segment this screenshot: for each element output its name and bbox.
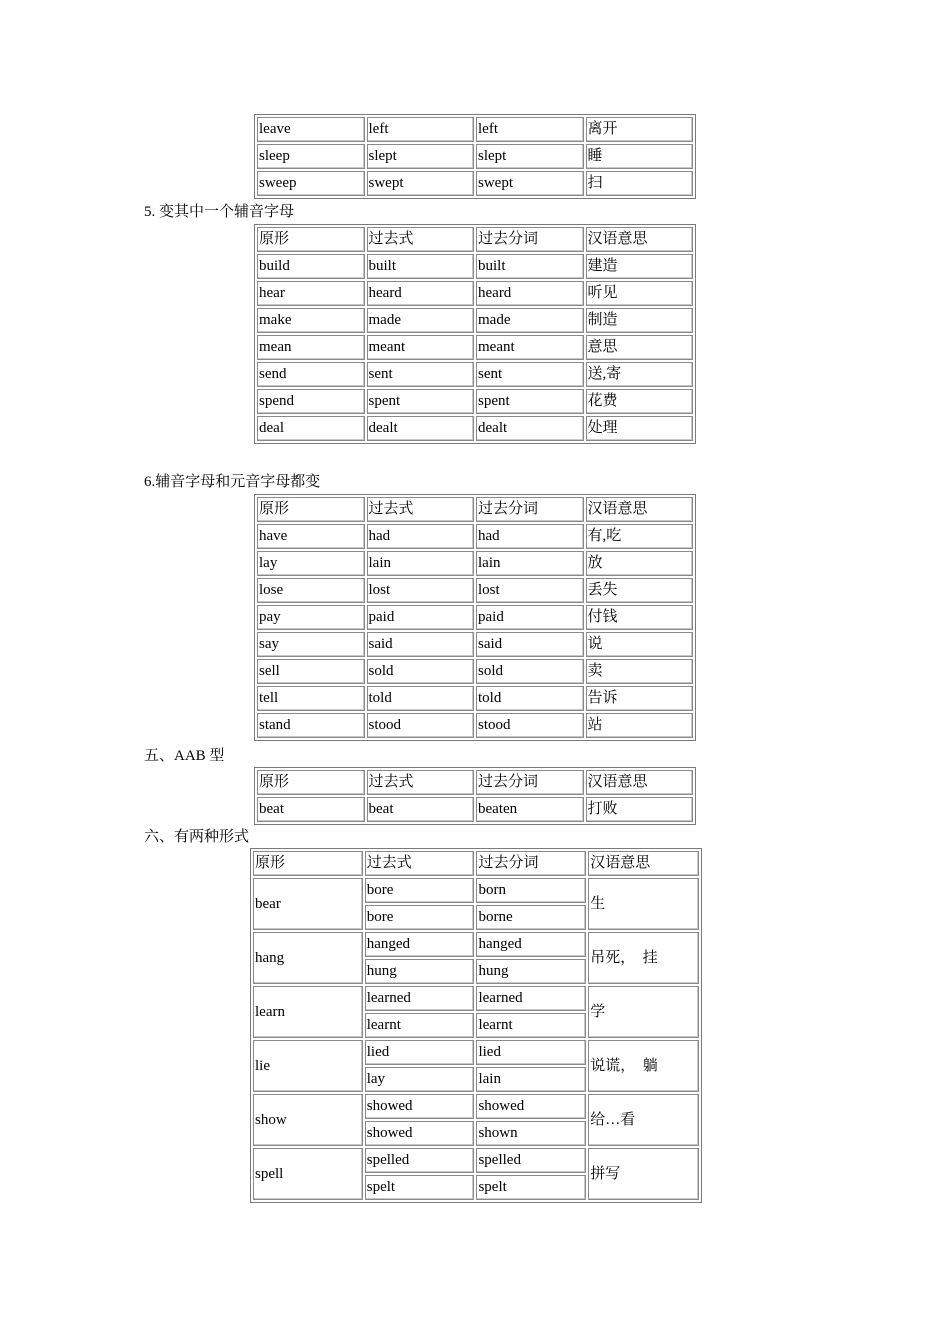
cell-base-form: lay <box>257 551 365 576</box>
header-past-tense: 过去式 <box>367 770 475 795</box>
table-row <box>253 1148 699 1173</box>
table-row <box>257 254 693 279</box>
cell-base-form: learn <box>253 986 363 1038</box>
table-row <box>257 797 693 822</box>
header-base-form: 原形 <box>257 770 365 795</box>
cell-past-tense: lied <box>365 1040 475 1065</box>
header-row <box>257 770 693 795</box>
cell-past-tense: meant <box>367 335 475 360</box>
cell-meaning: 生 <box>588 878 699 930</box>
table-row <box>257 281 693 306</box>
cell-base-form: hear <box>257 281 365 306</box>
cell-past-tense: built <box>367 254 475 279</box>
cell-base-form: sweep <box>257 171 365 196</box>
cell-base-form: make <box>257 308 365 333</box>
cell-past-tense: learned <box>365 986 475 1011</box>
cell-past-tense: stood <box>367 713 475 738</box>
cell-meaning: 花费 <box>586 389 694 414</box>
cell-meaning: 建造 <box>586 254 694 279</box>
cell-past-participle: lain <box>476 1067 586 1092</box>
cell-meaning: 告诉 <box>586 686 694 711</box>
table-row <box>257 171 693 196</box>
table-row <box>253 986 699 1011</box>
cell-meaning: 站 <box>586 713 694 738</box>
cell-past-tense: had <box>367 524 475 549</box>
two-forms-heading: 六、有两种形式 <box>144 829 250 845</box>
cell-meaning: 卖 <box>586 659 694 684</box>
cell-meaning: 说谎， 躺 <box>588 1040 699 1092</box>
header-row <box>257 497 693 522</box>
cell-meaning: 给…看 <box>588 1094 699 1146</box>
cell-past-tense: heard <box>367 281 475 306</box>
table-row <box>257 551 693 576</box>
cell-base-form: show <box>253 1094 363 1146</box>
cell-meaning: 离开 <box>586 117 694 142</box>
cell-base-form: build <box>257 254 365 279</box>
cell-past-participle: spelled <box>476 1148 586 1173</box>
verb-table-continued <box>254 114 696 199</box>
cell-past-participle: lain <box>476 551 584 576</box>
cell-past-tense: dealt <box>367 416 475 441</box>
header-base-form: 原形 <box>257 227 365 252</box>
cell-base-form: mean <box>257 335 365 360</box>
cell-past-participle: built <box>476 254 584 279</box>
cell-meaning: 丢失 <box>586 578 694 603</box>
header-meaning: 汉语意思 <box>586 770 694 795</box>
header-past-tense: 过去式 <box>365 851 475 876</box>
cell-past-tense: bore <box>365 878 475 903</box>
cell-meaning: 说 <box>586 632 694 657</box>
cell-past-participle: shown <box>476 1121 586 1146</box>
cell-past-participle: paid <box>476 605 584 630</box>
table-row <box>257 659 693 684</box>
aab-heading: 五、AAB 型 <box>144 748 225 764</box>
table-row <box>257 389 693 414</box>
cell-past-tense: said <box>367 632 475 657</box>
header-past-participle: 过去分词 <box>476 770 584 795</box>
cell-past-participle: sent <box>476 362 584 387</box>
cell-past-participle: borne <box>476 905 586 930</box>
cell-meaning: 送,寄 <box>586 362 694 387</box>
cell-base-form: bear <box>253 878 363 930</box>
cell-past-participle: said <box>476 632 584 657</box>
cell-base-form: deal <box>257 416 365 441</box>
cell-past-participle: beaten <box>476 797 584 822</box>
cell-past-participle: dealt <box>476 416 584 441</box>
table-row <box>257 117 693 142</box>
cell-past-tense: showed <box>365 1094 475 1119</box>
cell-meaning: 学 <box>588 986 699 1038</box>
table-row <box>257 416 693 441</box>
cell-meaning: 制造 <box>586 308 694 333</box>
cell-past-participle: sold <box>476 659 584 684</box>
verb-table-section-6 <box>254 494 696 741</box>
table-row <box>253 1040 699 1065</box>
table-row <box>257 632 693 657</box>
cell-past-tense: told <box>367 686 475 711</box>
cell-meaning: 听见 <box>586 281 694 306</box>
table-row <box>257 144 693 169</box>
cell-base-form: hang <box>253 932 363 984</box>
cell-past-tense: lost <box>367 578 475 603</box>
cell-meaning: 拼写 <box>588 1148 699 1200</box>
cell-base-form: spell <box>253 1148 363 1200</box>
header-past-tense: 过去式 <box>367 497 475 522</box>
cell-base-form: pay <box>257 605 365 630</box>
cell-past-participle: slept <box>476 144 584 169</box>
cell-base-form: stand <box>257 713 365 738</box>
cell-base-form: say <box>257 632 365 657</box>
cell-past-tense: hung <box>365 959 475 984</box>
cell-meaning: 意思 <box>586 335 694 360</box>
header-past-participle: 过去分词 <box>476 851 586 876</box>
cell-base-form: beat <box>257 797 365 822</box>
table-row <box>257 605 693 630</box>
cell-meaning: 吊死， 挂 <box>588 932 699 984</box>
cell-past-participle: lost <box>476 578 584 603</box>
cell-meaning: 处理 <box>586 416 694 441</box>
cell-past-participle: stood <box>476 713 584 738</box>
header-past-participle: 过去分词 <box>476 227 584 252</box>
cell-past-tense: spelt <box>365 1175 475 1200</box>
table-row <box>253 878 699 903</box>
cell-past-participle: had <box>476 524 584 549</box>
cell-base-form: lose <box>257 578 365 603</box>
header-meaning: 汉语意思 <box>588 851 699 876</box>
cell-base-form: spend <box>257 389 365 414</box>
table-row <box>253 1094 699 1119</box>
cell-past-participle: lied <box>476 1040 586 1065</box>
verb-table-two-forms <box>250 848 702 1203</box>
cell-past-participle: hanged <box>476 932 586 957</box>
cell-past-tense: made <box>367 308 475 333</box>
cell-past-participle: spent <box>476 389 584 414</box>
cell-meaning: 付钱 <box>586 605 694 630</box>
cell-base-form: sell <box>257 659 365 684</box>
cell-past-tense: sold <box>367 659 475 684</box>
table-row <box>257 686 693 711</box>
cell-base-form: sleep <box>257 144 365 169</box>
cell-past-tense: lay <box>365 1067 475 1092</box>
header-base-form: 原形 <box>257 497 365 522</box>
cell-past-tense: hanged <box>365 932 475 957</box>
header-meaning: 汉语意思 <box>586 497 694 522</box>
section-5-heading: 5. 变其中一个辅音字母 <box>144 204 295 220</box>
cell-past-participle: meant <box>476 335 584 360</box>
header-past-tense: 过去式 <box>367 227 475 252</box>
cell-past-tense: slept <box>367 144 475 169</box>
header-meaning: 汉语意思 <box>586 227 694 252</box>
table-row <box>257 578 693 603</box>
cell-base-form: send <box>257 362 365 387</box>
table-row <box>253 932 699 957</box>
cell-past-tense: spelled <box>365 1148 475 1173</box>
header-past-participle: 过去分词 <box>476 497 584 522</box>
header-row <box>257 227 693 252</box>
table-row <box>257 335 693 360</box>
cell-past-tense: bore <box>365 905 475 930</box>
table-row <box>257 524 693 549</box>
cell-past-tense: left <box>367 117 475 142</box>
table-row <box>257 362 693 387</box>
table-row <box>257 713 693 738</box>
cell-meaning: 打败 <box>586 797 694 822</box>
cell-meaning: 放 <box>586 551 694 576</box>
cell-meaning: 扫 <box>586 171 694 196</box>
cell-base-form: leave <box>257 117 365 142</box>
section-6-heading: 6.辅音字母和元音字母都变 <box>144 474 321 490</box>
cell-past-participle: heard <box>476 281 584 306</box>
cell-base-form: have <box>257 524 365 549</box>
cell-past-participle: made <box>476 308 584 333</box>
cell-past-participle: showed <box>476 1094 586 1119</box>
cell-past-tense: lain <box>367 551 475 576</box>
cell-past-tense: learnt <box>365 1013 475 1038</box>
cell-past-participle: born <box>476 878 586 903</box>
cell-past-participle: hung <box>476 959 586 984</box>
cell-past-tense: showed <box>365 1121 475 1146</box>
cell-past-tense: sent <box>367 362 475 387</box>
cell-past-tense: spent <box>367 389 475 414</box>
table-row <box>257 308 693 333</box>
cell-past-participle: swept <box>476 171 584 196</box>
cell-past-tense: swept <box>367 171 475 196</box>
cell-past-participle: told <box>476 686 584 711</box>
verb-table-aab <box>254 767 696 825</box>
cell-past-tense: beat <box>367 797 475 822</box>
cell-past-participle: learnt <box>476 1013 586 1038</box>
cell-past-tense: paid <box>367 605 475 630</box>
verb-table-section-5 <box>254 224 696 444</box>
header-base-form: 原形 <box>253 851 363 876</box>
header-row <box>253 851 699 876</box>
cell-base-form: lie <box>253 1040 363 1092</box>
cell-meaning: 睡 <box>586 144 694 169</box>
cell-base-form: tell <box>257 686 365 711</box>
cell-past-participle: left <box>476 117 584 142</box>
cell-past-participle: learned <box>476 986 586 1011</box>
cell-past-participle: spelt <box>476 1175 586 1200</box>
cell-meaning: 有,吃 <box>586 524 694 549</box>
